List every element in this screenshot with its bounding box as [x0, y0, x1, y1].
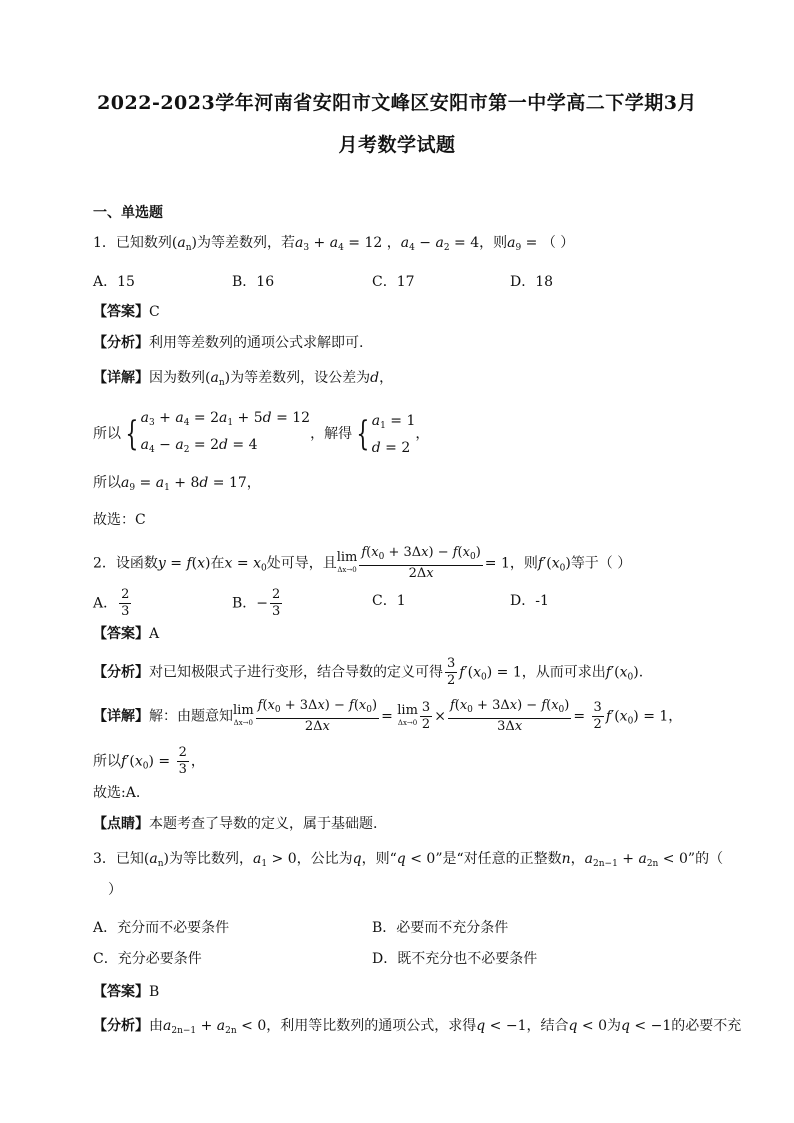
q3-analysis: 【分析】由$a_{2n-1} + a_{2n} < 0$，利用等比数列的通项公式，求得q < −1，结合q < 0为q < −1的必要不充: [93, 1018, 742, 1036]
q1-detail: 【详解】因为数列$(a_n)$为等差数列，设公差为d，: [93, 370, 394, 388]
q2-option-d: D．-1: [510, 593, 549, 609]
q1-system: 所以 { $a_3 + a_4 = 2a_1 + 5d = 12$ $a_4 - a_2 = 2d = 4$，解得 { $a_1 = 1$ d = 2，: [93, 410, 430, 456]
q1-choose: 故选：C: [93, 512, 146, 528]
q2-comment: 【点睛】本题考查了导数的定义，属于基础题.: [93, 816, 378, 832]
q2-analysis: 【分析】对已知极限式子进行变形，结合导数的定义可得 $\frac{3}{2}$ $f'(x_0) = 1$，从而可求出$f'(x_0)$.: [93, 656, 644, 688]
q1-option-a: A．15: [93, 274, 135, 290]
q2-choose: 故选:A.: [93, 785, 141, 801]
q1-option-b: B．16: [232, 274, 275, 290]
q3-option-b: B．必要而不充分条件: [372, 920, 509, 936]
q1-option-c: C．17: [372, 274, 415, 290]
section-heading: 一、单选题: [93, 205, 163, 221]
q2-option-b: B．− $\frac{2}{3}$: [232, 587, 281, 619]
q2-answer: 【答案】A: [93, 626, 160, 642]
document-title-line1: 2022-2023学年河南省安阳市文峰区安阳市第一中学高二下学期3月: [97, 92, 697, 114]
q2-option-a: A． $\frac{2}{3}$: [93, 587, 130, 619]
q1-final: 所以$a_9 = a_1 + 8d = 17$，: [93, 475, 261, 493]
q1-stem: 1．已知数列$(a_n)$为等差数列，若$a_3 + a_4 = 12$ ，$a_4 - a_2 = 4$，则$a_9$ = （ ）: [93, 235, 575, 253]
q1-answer: 【答案】C: [93, 304, 160, 320]
q3-stem: 3．已知$(a_n)$为等比数列，$a_1 > 0$，公比为q，则“q < 0”是“对任意的正整数n，$a_{2n-1} + a_{2n} < 0$”的（: [93, 851, 724, 869]
document-title-line2: 月考数学试题: [338, 134, 456, 156]
q2-so: 所以$f'(x_0)$ = $\frac{2}{3}$ ，: [93, 745, 205, 777]
q2-stem: 2．设函数y = f(x)在$x = x_0$处可导，且lim Δx→0 $\frac{f(x_0 + 3\Delta x) - f(x_0)}{2\Delta x}$ = 1，则$f'(x_0)$等于（ ）: [93, 545, 632, 581]
q1-option-d: D．18: [510, 274, 554, 290]
q3-stem-close: ）: [108, 882, 122, 898]
q3-option-d: D．既不充分也不必要条件: [372, 951, 538, 967]
q3-answer: 【答案】B: [93, 984, 160, 1000]
q2-detail: 【详解】解：由题意知lim Δx→0 $\frac{f(x_0 + 3\Delta x) - f(x_0)}{2\Delta x}$ = lim Δx→0 $\frac{3}{2}$ × $\frac{f(x_0 + 3\Delta x) - f(x_0)}{3\Delta x}$ = $\frac{3}{2}$ $f'(x_0) = 1$，: [93, 698, 683, 734]
q3-option-a: A．充分而不必要条件: [93, 920, 230, 936]
q3-option-c: C．充分必要条件: [93, 951, 202, 967]
q1-analysis: 【分析】利用等差数列的通项公式求解即可.: [93, 335, 364, 351]
q2-option-c: C．1: [372, 593, 406, 609]
